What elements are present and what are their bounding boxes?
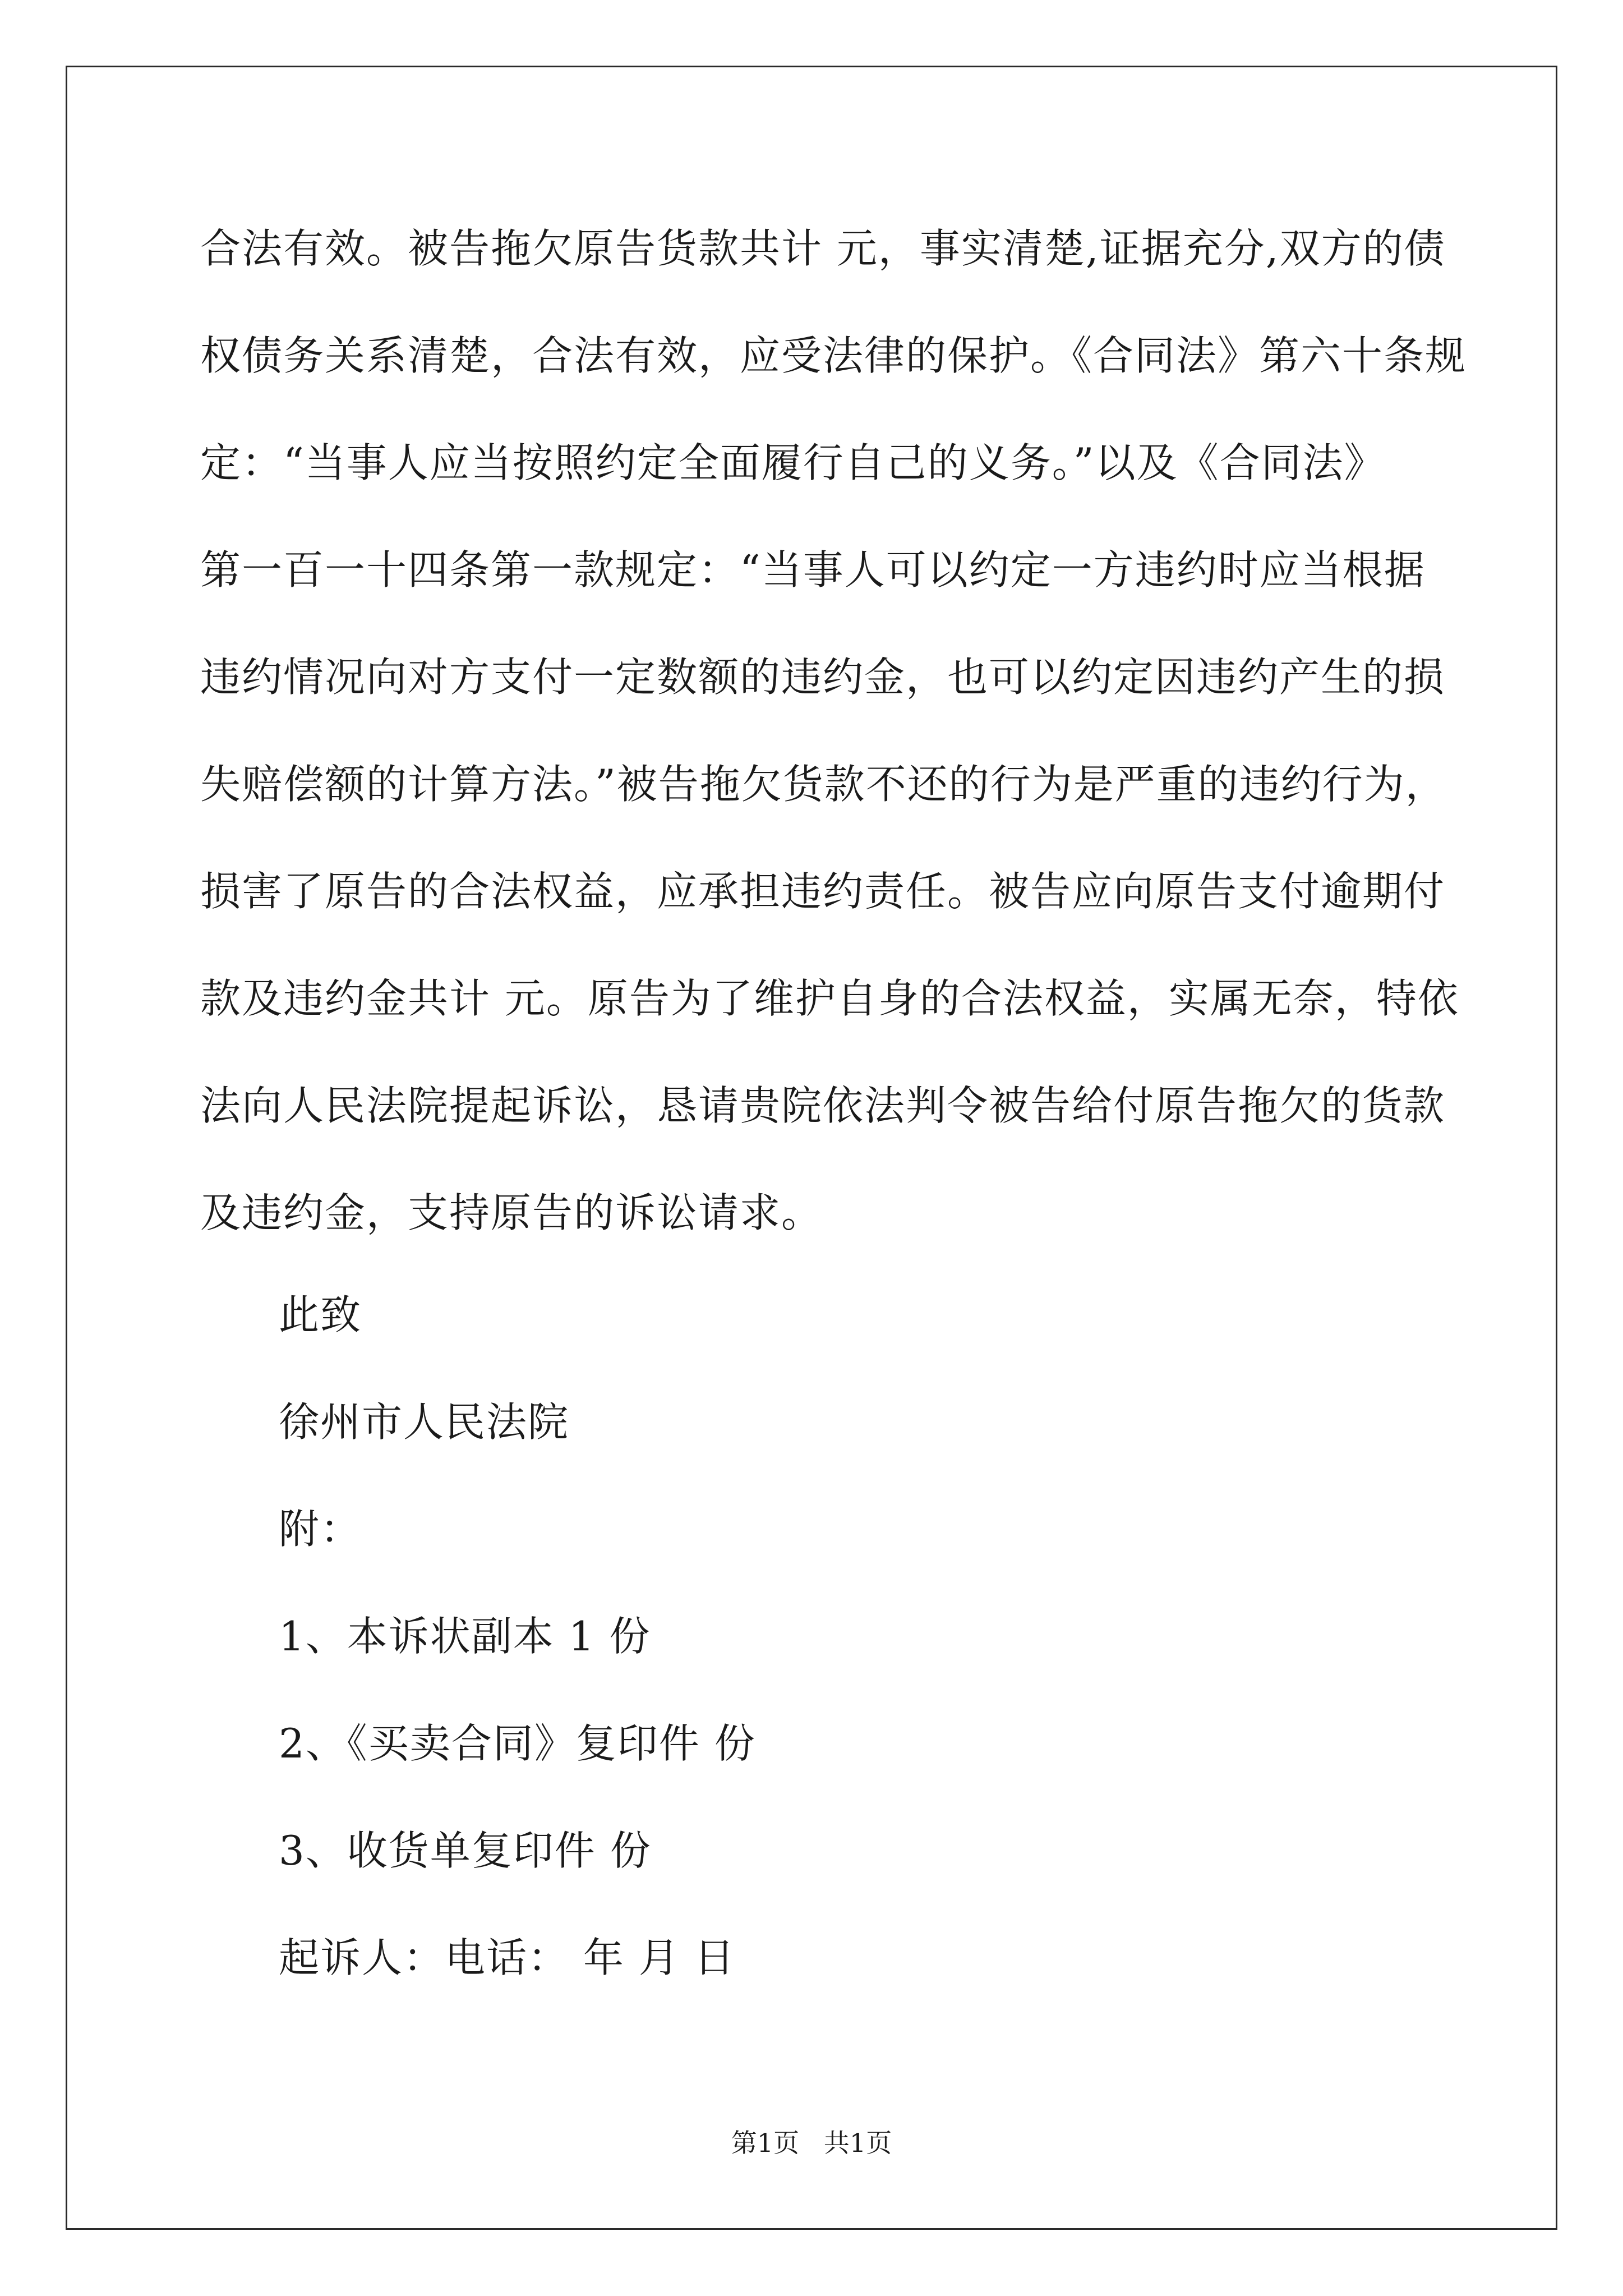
attachments-label: 附： xyxy=(279,1506,362,1553)
paragraph-line: 损害了原告的合法权益，应承担违约责任。被告应向原告支付逾期付 xyxy=(200,868,1446,915)
page-border xyxy=(66,66,1557,2230)
paragraph-line: 权债务关系清楚，合法有效，应受法律的保护。《合同法》第六十条规 xyxy=(200,332,1467,379)
signature-line: 起诉人：电话： 年 月 日 xyxy=(279,1934,736,1981)
paragraph-line: 及违约金，支持原告的诉讼请求。 xyxy=(200,1189,823,1236)
attachment-item: 1、本诉状副本 1 份 xyxy=(279,1613,651,1660)
paragraph-line: 款及违约金共计 元。原告为了维护自身的合法权益，实属无奈，特依 xyxy=(200,975,1459,1022)
paragraph-line: 法向人民法院提起诉讼，恳请贵院依法判令被告给付原告拖欠的货款 xyxy=(200,1082,1446,1129)
attachment-item: 3、收货单复印件 份 xyxy=(279,1827,652,1874)
attachment-item: 2、《买卖合同》复印件 份 xyxy=(279,1720,756,1767)
paragraph-line: 合法有效。被告拖欠原告货款共计 元，事实清楚,证据充分,双方的债 xyxy=(200,225,1446,272)
page-number-footer: 第1页 共1页 xyxy=(731,2128,892,2158)
court-name: 徐州市人民法院 xyxy=(279,1398,570,1446)
closing-salutation: 此致 xyxy=(279,1291,362,1338)
paragraph-line: 失赔偿额的计算方法。”被告拖欠货款不还的行为是严重的违约行为， xyxy=(200,761,1447,808)
paragraph-line: 第一百一十四条第一款规定：“当事人可以约定一方违约时应当根据 xyxy=(200,546,1426,593)
paragraph-line: 违约情况向对方支付一定数额的违约金，也可以约定因违约产生的损 xyxy=(200,654,1446,701)
paragraph-line: 定：“当事人应当按照约定全面履行自己的义务。”以及《合同法》 xyxy=(200,439,1386,486)
